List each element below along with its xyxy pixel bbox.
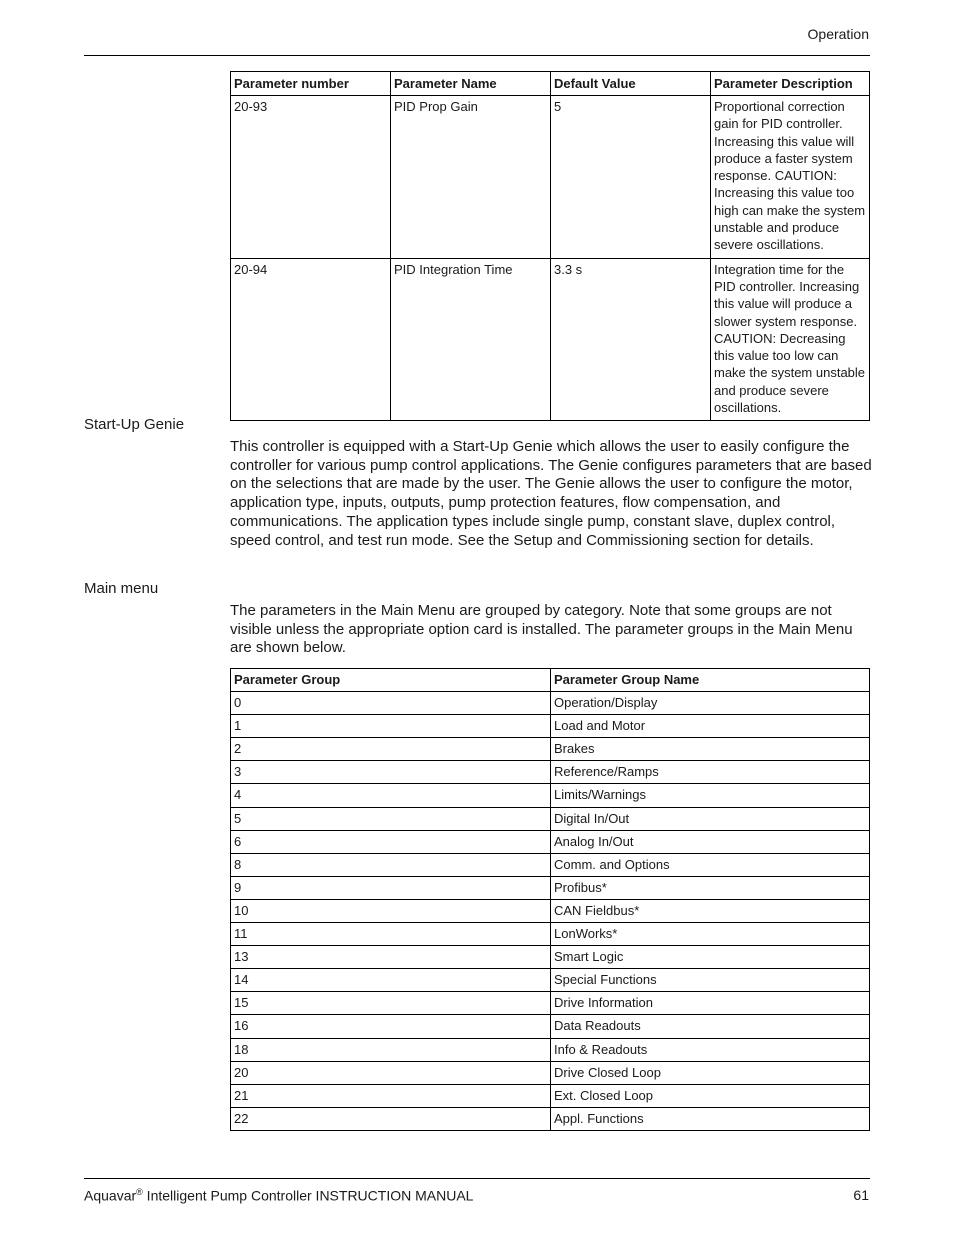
group-name-cell: Digital In/Out — [551, 807, 870, 830]
parameter-group-table — [230, 668, 870, 1131]
table-row — [231, 923, 870, 946]
group-number-cell: 21 — [231, 1084, 551, 1107]
group-number-cell: 10 — [231, 899, 551, 922]
group-name-cell: CAN Fieldbus* — [551, 899, 870, 922]
group-name-cell: Info & Readouts — [551, 1038, 870, 1061]
group-number-cell: 14 — [231, 969, 551, 992]
group-number-cell: 20 — [231, 1061, 551, 1084]
group-name-cell: Special Functions — [551, 969, 870, 992]
footer-rule — [84, 1178, 870, 1179]
table-row — [231, 761, 870, 784]
group-number-cell: 3 — [231, 761, 551, 784]
registered-mark: ® — [136, 1187, 143, 1197]
table-row — [231, 946, 870, 969]
table-row — [231, 784, 870, 807]
table-row — [231, 1038, 870, 1061]
group-number-cell: 22 — [231, 1107, 551, 1130]
table-header-row — [231, 669, 870, 692]
group-name-cell: Drive Information — [551, 992, 870, 1015]
footer-manual-title: Intelligent Pump Controller INSTRUCTION MANUAL — [142, 1187, 474, 1204]
group-number-cell: 15 — [231, 992, 551, 1015]
group-number-cell: 16 — [231, 1015, 551, 1038]
column-header: Parameter number — [231, 72, 391, 96]
table-header-row — [231, 72, 870, 96]
startup-genie-heading: Start-Up Genie — [84, 416, 185, 433]
group-name-cell: Brakes — [551, 738, 870, 761]
table-cell: Proportional correction gain for PID controller. Increasing this value will produce a faster system response. CAUTION: Increasing this value too high can make the system unstable and produce severe oscillations. — [711, 96, 870, 259]
startup-genie-paragraph: This controller is equipped with a Start-Up Genie which allows the user to easily configure the controller for various pump control applications. The Genie configures parameters that are based on the selections that are made by the user. The Genie allows the user to configure the motor, application type, inputs, outputs, pump protection features, flow compensation, and communications. The application types include single pump, constant slave, duplex control, speed control, and test run mode. See the Setup and Commissioning section for details. — [230, 438, 872, 549]
group-number-cell: 2 — [231, 738, 551, 761]
footer-brand: Aquavar — [84, 1187, 137, 1204]
column-header: Parameter Group — [231, 669, 551, 692]
column-header: Parameter Group Name — [551, 669, 870, 692]
table-cell: Integration time for the PID controller. Increasing this value will produce a slower system response. CAUTION: Decreasing this value too low can make the system unstable and produce severe oscillations. — [711, 258, 870, 421]
table-row — [231, 969, 870, 992]
table-row — [231, 1107, 870, 1130]
table-row — [231, 992, 870, 1015]
group-name-cell: Operation/Display — [551, 692, 870, 715]
group-number-cell: 5 — [231, 807, 551, 830]
group-name-cell: Drive Closed Loop — [551, 1061, 870, 1084]
main-menu-heading: Main menu — [84, 580, 159, 597]
table-cell: 20-93 — [231, 96, 391, 259]
group-name-cell: Appl. Functions — [551, 1107, 870, 1130]
table-row — [231, 876, 870, 899]
group-name-cell: Profibus* — [551, 876, 870, 899]
group-name-cell: Smart Logic — [551, 946, 870, 969]
column-header: Parameter Name — [391, 72, 551, 96]
table-cell: PID Prop Gain — [391, 96, 551, 259]
parameter-table — [230, 71, 870, 421]
group-number-cell: 6 — [231, 830, 551, 853]
group-number-cell: 0 — [231, 692, 551, 715]
table-row — [231, 853, 870, 876]
footer-title — [84, 1187, 473, 1204]
page-number: 61 — [853, 1187, 869, 1203]
table-row — [231, 715, 870, 738]
group-name-cell: Analog In/Out — [551, 830, 870, 853]
table-row — [231, 830, 870, 853]
column-header: Default Value — [551, 72, 711, 96]
table-cell: 3.3 s — [551, 258, 711, 421]
table-row — [231, 738, 870, 761]
table-row — [231, 1015, 870, 1038]
table-cell: 20-94 — [231, 258, 391, 421]
group-number-cell: 18 — [231, 1038, 551, 1061]
group-name-cell: Load and Motor — [551, 715, 870, 738]
header-rule — [84, 55, 870, 56]
group-name-cell: Reference/Ramps — [551, 761, 870, 784]
table-row — [231, 258, 870, 421]
table-row — [231, 807, 870, 830]
group-number-cell: 9 — [231, 876, 551, 899]
group-name-cell: Ext. Closed Loop — [551, 1084, 870, 1107]
group-name-cell: LonWorks* — [551, 923, 870, 946]
table-row — [231, 1061, 870, 1084]
table-row — [231, 899, 870, 922]
group-number-cell: 13 — [231, 946, 551, 969]
table-cell: PID Integration Time — [391, 258, 551, 421]
table-row — [231, 692, 870, 715]
running-header: Operation — [807, 26, 869, 42]
table-row — [231, 96, 870, 259]
group-table-body — [231, 692, 870, 1131]
table-row — [231, 1084, 870, 1107]
group-name-cell: Comm. and Options — [551, 853, 870, 876]
table-cell: 5 — [551, 96, 711, 259]
column-header: Parameter Description — [711, 72, 870, 96]
group-number-cell: 1 — [231, 715, 551, 738]
group-number-cell: 4 — [231, 784, 551, 807]
group-name-cell: Data Readouts — [551, 1015, 870, 1038]
group-number-cell: 8 — [231, 853, 551, 876]
main-menu-paragraph: The parameters in the Main Menu are grouped by category. Note that some groups are not visible unless the appropriate option card is installed. The parameter groups in the Main Menu are shown below. — [230, 602, 853, 657]
group-number-cell: 11 — [231, 923, 551, 946]
group-name-cell: Limits/Warnings — [551, 784, 870, 807]
